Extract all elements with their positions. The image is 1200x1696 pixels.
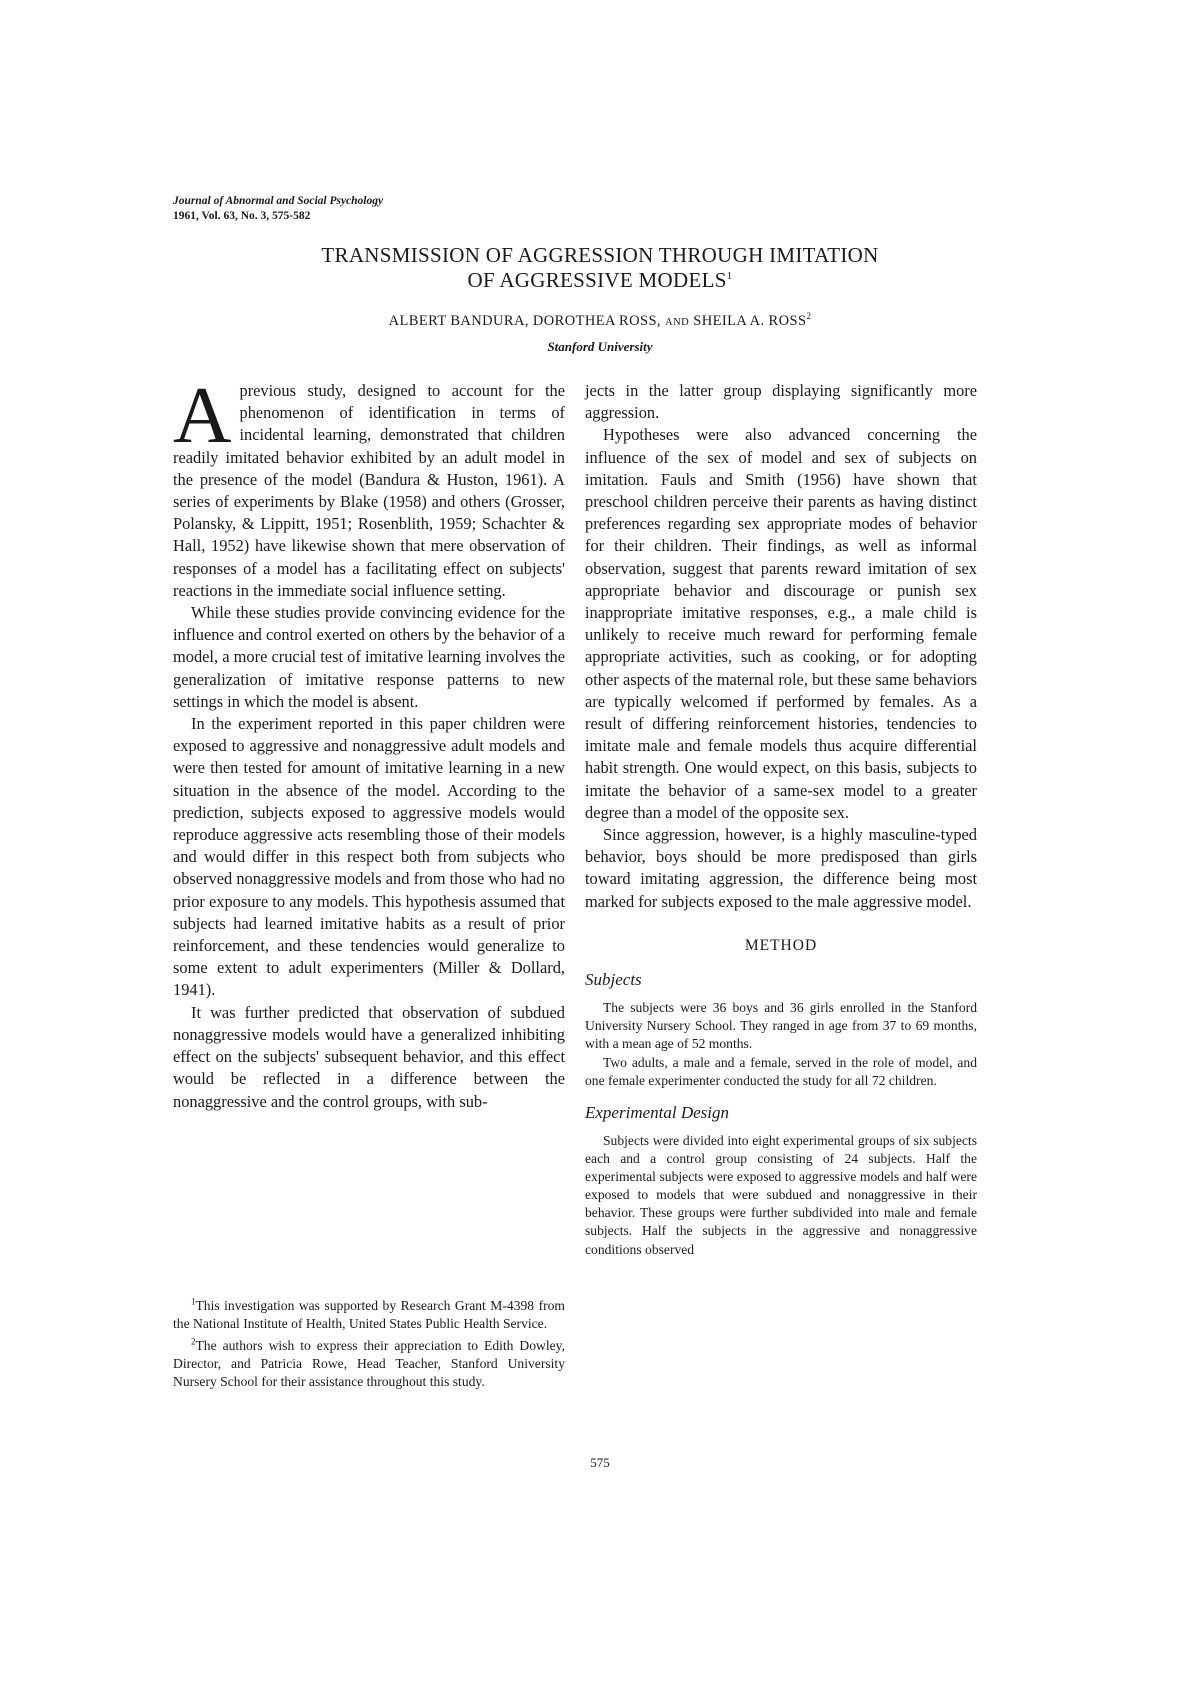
footnote-2-mark: 2 bbox=[191, 1336, 196, 1347]
drop-cap: A bbox=[173, 370, 232, 460]
paper-title bbox=[0, 243, 1200, 293]
body-paragraph: In the experiment reported in this paper children were exposed to aggressive and nonaggressive adult models and were then tested for amount of imitative learning in a new situation in the absence of the model. According to the prediction, subjects exposed to aggressive models would reproduce aggressive acts resembling those of their models and would differ in this respect both from subjects who observed nonaggressive models and from those who had no prior exposure to any models. This hypothesis assumed that subjects had learned imitative habits as a result of prior reinforcement, and these tendencies would generalize to some extent to adult experimenters (Miller & Dollard, 1941). bbox=[173, 714, 565, 1000]
subjects-paragraph-1: The subjects were 36 boys and 36 girls enrolled in the Stanford University Nursery School. They ranged in age from 37 to 69 months, with a mean age of 52 months. bbox=[585, 1000, 977, 1052]
affiliation: Stanford University bbox=[547, 339, 653, 354]
title-line-2-text: OF AGGRESSIVE MODELS bbox=[467, 268, 727, 292]
body-paragraph: Hypotheses were also advanced concerning the influence of the sex of model and sex of subjects on imitation. Fauls and Smith (1956) have shown that preschool children perceive their parents as having distinct preferences regarding sex appropriate modes of behavior for their children. Their findings, as well as informal observation, suggest that parents reward imitation of sex appropriate behavior and discourage or punish sex inappropriate imitative responses, e.g., a male child is unlikely to receive much reward for performing female appropriate activities, such as cooking, or for adopting other aspects of the maternal role, but these same behaviors are typically welcomed if performed by females. As a result of differing reinforcement histories, tendencies to imitate male and female models thus acquire differential habit strength. One would expect, on this basis, subjects to imitate the behavior of a same-sex model to a greater degree than a model of the opposite sex. bbox=[585, 425, 977, 822]
footnote-2-text: The authors wish to express their appreciation to Edith Dowley, Director, and Patricia Rowe, Head Teacher, Stanford University Nursery School for their assistance throughout this study. bbox=[173, 1338, 565, 1390]
title-line-2 bbox=[0, 268, 1200, 293]
design-paragraph-1: Subjects were divided into eight experimental groups of six subjects each and a control group consisting of 24 subjects. Half the experimental subjects were exposed to aggressive models and half were exposed to models that were subdued and nonaggressive in their behavior. These groups were further subdivided into male and female subjects. Half the subjects in the aggressive and nonaggressive conditions observed bbox=[585, 1132, 977, 1257]
author-footnote-mark: 2 bbox=[806, 311, 812, 322]
body-paragraph: It was further predicted that observation of subdued nonaggressive models would have a generalized inhibiting effect on the subjects' subsequent behavior, and this effect would be reflected in a difference between the nonaggressive and the control groups, with sub- bbox=[173, 1002, 565, 1111]
method-heading: METHOD bbox=[744, 936, 818, 954]
journal-header bbox=[173, 194, 383, 224]
footnote-1-mark: 1 bbox=[191, 1296, 196, 1307]
author-names-b: SHEILA A. ROSS bbox=[693, 313, 807, 329]
title-line-1: TRANSMISSION OF AGGRESSION THROUGH IMITATION bbox=[321, 243, 879, 267]
right-column bbox=[585, 380, 977, 1259]
page-number: 575 bbox=[590, 1455, 610, 1470]
subjects-heading: Subjects bbox=[585, 970, 642, 990]
author-list bbox=[0, 313, 1200, 330]
paragraph-text: previous study, designed to account for the phenomenon of identification in terms of incidental learning, demonstrated that children readily imitated behavior exhibited by an adult model in the presence of the model (Bandura & Huston, 1961). A series of experiments by Blake (1958) and others (Grosser, Polansky, & Lippitt, 1951; Rosenblith, 1959; Schachter & Hall, 1952) have likewise shown that mere observation of responses of a model has a facilitating effect on subjects' reactions in the immediate social influence setting. bbox=[173, 381, 565, 600]
body-paragraph: While these studies provide convincing evidence for the influence and control exerted on others by the behavior of a model, a more crucial test of imitative learning involves the generalization of imitative response patterns to new settings in which the model is absent. bbox=[173, 603, 565, 711]
footnote-1-text: This investigation was supported by Research Grant M-4398 from the National Institute of Health, United States Public Health Service. bbox=[173, 1298, 565, 1332]
footnote-1 bbox=[173, 1297, 565, 1333]
design-heading: Experimental Design bbox=[585, 1102, 729, 1122]
journal-name: Journal of Abnormal and Social Psychology bbox=[173, 195, 384, 207]
footnotes bbox=[173, 1297, 565, 1395]
subjects-paragraph-2: Two adults, a male and a female, served in the role of model, and one female experimenter conducted the study for all 72 children. bbox=[585, 1054, 977, 1088]
journal-citation: 1961, Vol. 63, No. 3, 575-582 bbox=[173, 210, 311, 222]
body-paragraph bbox=[173, 370, 565, 602]
left-column bbox=[173, 370, 565, 1113]
design-section bbox=[585, 1132, 977, 1259]
footnote-2 bbox=[173, 1337, 565, 1391]
author-and: AND bbox=[664, 317, 690, 328]
author-names-a: ALBERT BANDURA, DOROTHEA ROSS, bbox=[388, 313, 661, 329]
body-paragraph: jects in the latter group displaying significantly more aggression. bbox=[585, 381, 977, 423]
subjects-section bbox=[585, 999, 977, 1089]
body-paragraph: Since aggression, however, is a highly masculine-typed behavior, boys should be more predisposed than girls toward imitating aggression, the difference being most marked for subjects exposed to the male aggressive model. bbox=[585, 825, 977, 911]
title-footnote-mark: 1 bbox=[726, 270, 733, 282]
